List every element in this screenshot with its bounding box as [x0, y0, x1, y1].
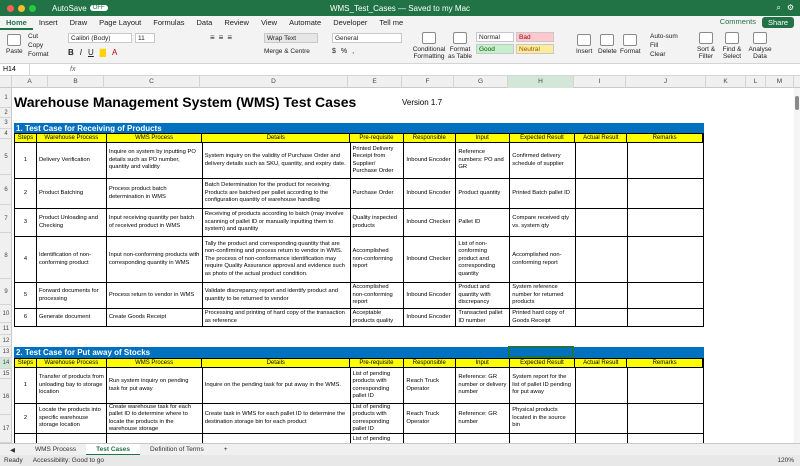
tab-formulas[interactable]: Formulas [153, 18, 185, 27]
ribbon [0, 30, 800, 64]
table-cell[interactable] [576, 237, 628, 282]
analyse-data-button[interactable]: Analyse Data [748, 32, 772, 60]
zoom-window-button[interactable] [29, 5, 36, 12]
document-title: WMS_Test_Cases — Saved to my Mac [329, 3, 471, 13]
zoom-level[interactable]: 120% [777, 457, 794, 464]
table-cell[interactable] [15, 434, 37, 443]
settings-icon[interactable]: ⚙ [786, 3, 794, 12]
header-cell: Details [202, 134, 350, 142]
table-cell[interactable] [37, 434, 107, 443]
tab-home[interactable]: Home [0, 16, 33, 30]
row-header[interactable]: 10 [0, 305, 12, 323]
status-ready: Ready [4, 457, 23, 464]
table-cell[interactable]: Inbound Encoder [404, 309, 456, 326]
table-row [14, 434, 704, 443]
table-cell[interactable]: Receiving of products according to batch (may involve scanning of pallet ID or manually inputting them to system) and quantity [203, 209, 351, 236]
header-cell: Remarks [627, 359, 703, 367]
table-cell[interactable] [628, 237, 704, 282]
table-icon [453, 32, 467, 44]
table-cell[interactable]: System report for the list of pallet ID pending for put away [510, 368, 576, 403]
row-header[interactable]: 11 [0, 323, 12, 335]
table-cell[interactable]: Reference: GR number [456, 404, 510, 433]
header-cell: Warehouse Process [37, 134, 107, 142]
table-cell[interactable]: 2 [15, 179, 37, 208]
fill-color-icon[interactable]: ▇ [99, 48, 106, 57]
tab-page-layout[interactable]: Page Layout [99, 18, 142, 27]
format-icon [623, 34, 637, 46]
table-cell[interactable]: Product quantity [456, 179, 510, 208]
analyse-icon [753, 32, 767, 44]
header-cell: WMS Process [107, 134, 203, 142]
table-cell[interactable]: Compare received qty vs. system qty [510, 209, 576, 236]
autosave-toggle[interactable] [52, 4, 108, 13]
header-cell: Responsible [404, 359, 456, 367]
table-cell[interactable]: 1 [15, 143, 37, 178]
tab-view[interactable]: View [260, 18, 278, 27]
fill-button[interactable]: Fill [650, 42, 659, 49]
format-painter-button[interactable]: Format [28, 51, 49, 58]
table-cell[interactable] [628, 309, 704, 326]
fx-icon[interactable]: fx [70, 66, 76, 73]
sheet-nav-left-icon[interactable]: ◀ [10, 446, 15, 454]
table-cell[interactable]: Printed Delivery Receipt from Supplier/ Purchase Order [351, 143, 405, 178]
tab-draw[interactable]: Draw [69, 18, 88, 27]
column-header[interactable]: D [200, 76, 348, 88]
vertical-scrollbar[interactable] [794, 88, 800, 443]
wrap-text-button[interactable]: Wrap Text [264, 33, 318, 43]
table-cell[interactable]: Acceptable products quality [351, 309, 405, 326]
scrollbar-thumb[interactable] [795, 96, 799, 110]
column-header[interactable]: I [574, 76, 626, 88]
percent-icon[interactable]: % [340, 48, 348, 55]
autosum-button[interactable]: Auto-sum [650, 33, 678, 40]
column-header[interactable]: F [402, 76, 454, 88]
table-cell[interactable]: Confirmed delivery schedule of supplier [510, 143, 576, 178]
tab-automate[interactable]: Automate [289, 18, 322, 27]
table-cell[interactable]: Reference numbers: PO and GR [456, 143, 510, 178]
row-header[interactable]: 4 [0, 129, 12, 139]
cut-button[interactable]: Cut [28, 33, 39, 40]
row-header[interactable]: 2 [0, 108, 12, 118]
bold-button[interactable]: B [68, 48, 74, 57]
column-header[interactable]: L [746, 76, 766, 88]
table-cell[interactable] [107, 434, 203, 443]
row-headers [0, 88, 12, 443]
row-header[interactable]: 9 [0, 279, 12, 305]
table-cell[interactable]: Process product batch determination in WMS [107, 179, 203, 208]
column-header[interactable]: H [508, 76, 574, 88]
sort-filter-button[interactable]: Sort & Filter [694, 32, 718, 60]
table-cell[interactable]: Inbound Encoder [404, 179, 456, 208]
format-cells-button[interactable]: Format [620, 34, 641, 55]
table-cell[interactable]: Run system inquiry on pending task for put away [107, 368, 203, 403]
table-cell[interactable] [576, 209, 628, 236]
find-icon [725, 32, 739, 44]
column-header[interactable]: A [12, 76, 48, 88]
header-cell: WMS Process [107, 359, 203, 367]
clear-button[interactable]: Clear [650, 51, 666, 58]
header-cell: Expected Result [510, 134, 576, 142]
header-cell: Details [202, 359, 350, 367]
ribbon-tabs [0, 16, 800, 30]
tab-data[interactable]: Data [196, 18, 213, 27]
title-bar [0, 0, 800, 16]
table-cell[interactable]: List of pending products with corresponding pallet ID [351, 368, 405, 403]
table-cell[interactable]: Process return to vendor in WMS [107, 283, 203, 308]
table-cell[interactable]: Printed hard copy of Goods Receipt [510, 309, 576, 326]
merge-centre-button[interactable]: Merge & Centre [264, 48, 310, 55]
sheet-tabs [0, 443, 800, 455]
table-cell[interactable]: System reference number for returned products [510, 283, 576, 308]
autosave-state: OFF [90, 5, 108, 11]
style-good[interactable]: Good [476, 44, 514, 54]
column-header[interactable]: G [454, 76, 508, 88]
table-cell[interactable]: Inbound Encoder [404, 283, 456, 308]
row-header[interactable]: 15 [0, 369, 12, 379]
header-cell: Responsible [404, 134, 456, 142]
table-cell[interactable]: Input non-conforming products with corresponding quantity in WMS [107, 237, 203, 282]
table-cell[interactable] [510, 434, 576, 443]
column-header[interactable]: C [104, 76, 200, 88]
conditional-formatting-icon [422, 32, 436, 44]
table-cell[interactable]: Delivery Verification [37, 143, 107, 178]
autosave-label: AutoSave [52, 3, 87, 13]
table-cell[interactable]: Create task in WMS for each pallet ID to determine the destination storage bin for each product [203, 404, 351, 433]
header-cell: Actual Result [575, 359, 627, 367]
table-cell[interactable] [404, 434, 456, 443]
table-cell[interactable] [576, 309, 628, 326]
table-cell[interactable]: Generate document [37, 309, 107, 326]
table-cell[interactable]: Reach Truck Operator [404, 368, 456, 403]
header-cell: Pre-requisite [350, 359, 404, 367]
window-controls [7, 5, 36, 12]
table-cell[interactable]: Batch Determination for the product for receiving. Products are batched per pallet according to the configuration quantity of warehouse handling [203, 179, 351, 208]
column-header[interactable]: B [48, 76, 104, 88]
table-header-row [14, 133, 704, 143]
tell-me-search[interactable]: Tell me [379, 18, 404, 27]
column-header[interactable]: J [626, 76, 706, 88]
column-header[interactable]: E [348, 76, 402, 88]
table-cell[interactable] [628, 143, 704, 178]
table-cell[interactable]: Input receiving quantity per batch of received product in WMS [107, 209, 203, 236]
table-cell[interactable]: List of pending products with corresponding pallet ID [351, 404, 405, 433]
header-cell: Remarks [627, 134, 703, 142]
currency-icon[interactable]: $ [332, 48, 336, 55]
table-cell[interactable]: Quality inspected products [351, 209, 405, 236]
table-row [14, 209, 704, 237]
style-normal[interactable]: Normal [476, 32, 514, 42]
row-header[interactable]: 5 [0, 139, 12, 175]
column-header[interactable]: M [766, 76, 794, 88]
row-header[interactable]: 13 [0, 347, 12, 358]
table-cell[interactable]: Identification of non-conforming product [37, 237, 107, 282]
align-top-icon[interactable]: ≡ [210, 33, 215, 42]
table-cell[interactable]: Transacted pallet ID number [456, 309, 510, 326]
name-box[interactable]: H14 [0, 64, 30, 76]
table-cell[interactable] [628, 209, 704, 236]
header-cell: Steps [15, 134, 37, 142]
table-cell[interactable]: 4 [15, 237, 37, 282]
header-cell: Pre-requisite [350, 134, 404, 142]
table-cell[interactable]: Transfer of products from unloading bay to storage location [37, 368, 107, 403]
minimize-window-button[interactable] [18, 5, 25, 12]
sheet-tab-test-cases[interactable]: Test Cases [86, 444, 140, 456]
row-header[interactable]: 16 [0, 379, 12, 415]
delete-icon [600, 34, 614, 46]
tab-developer[interactable]: Developer [333, 18, 368, 27]
table-cell[interactable]: 1 [15, 368, 37, 403]
table-cell[interactable]: System inquiry on the validity of Purchase Order and delivery details such as SKU, quantity, and expiry date. [203, 143, 351, 178]
table-cell[interactable] [628, 283, 704, 308]
header-cell: Actual Result [575, 134, 627, 142]
header-cell: Input [456, 134, 510, 142]
table-cell[interactable]: Accomplished non-conforming report [351, 237, 405, 282]
table-cell[interactable]: Reach Truck Operator [404, 404, 456, 433]
table-cell[interactable] [576, 179, 628, 208]
table-cell[interactable]: Forward documents for processing [37, 283, 107, 308]
table-row [14, 237, 704, 283]
table-cell[interactable]: Product Unloading and Checking [37, 209, 107, 236]
row-header[interactable]: 3 [0, 118, 12, 129]
align-middle-icon[interactable]: ≡ [218, 33, 224, 42]
table-cell[interactable]: Validate discrepancy report and identify product and quantity to be returned to vendor [203, 283, 351, 308]
table-row [14, 368, 704, 404]
sort-icon [699, 32, 713, 44]
table-cell[interactable]: Processing and printing of hard copy of the transaction as reference [203, 309, 351, 326]
select-all-corner[interactable] [0, 76, 12, 88]
table-cell[interactable]: Locate the products into specific warehouse storage location [37, 404, 107, 433]
header-cell: Steps [15, 359, 37, 367]
italic-button[interactable]: I [79, 48, 83, 57]
table-cell[interactable]: Inbound Encoder [404, 143, 456, 178]
table-cell[interactable]: Inbound Checker [404, 209, 456, 236]
worksheet-grid[interactable] [12, 88, 794, 443]
conditional-formatting-button[interactable]: Conditional Formatting [414, 32, 444, 60]
sheet-title: Warehouse Management System (WMS) Test Cases [14, 94, 357, 110]
number-format-select[interactable]: General [332, 33, 402, 43]
table-cell[interactable]: Create warehouse task for each pallet ID to determine where to locate the products in the warehouse storage [107, 404, 203, 433]
format-as-table-button[interactable]: Format as Table [446, 32, 474, 60]
header-cell: Expected Result [510, 359, 576, 367]
table-cell[interactable]: Product Batching [37, 179, 107, 208]
table-cell[interactable]: Pallet ID [456, 209, 510, 236]
table-cell[interactable] [576, 143, 628, 178]
insert-cells-button[interactable]: Insert [576, 34, 592, 55]
underline-button[interactable]: U [88, 48, 94, 57]
font-size-select[interactable]: 11 [135, 33, 155, 43]
align-bottom-icon[interactable]: ≡ [227, 33, 233, 42]
table-cell[interactable] [203, 434, 351, 443]
row-header[interactable]: 8 [0, 233, 12, 279]
insert-icon [577, 34, 591, 46]
table-cell[interactable]: Inbound Checker [404, 237, 456, 282]
share-button[interactable]: Share [762, 17, 794, 28]
table-cell[interactable] [628, 404, 704, 433]
row-header[interactable]: 7 [0, 205, 12, 233]
close-window-button[interactable] [7, 5, 14, 12]
row-header[interactable]: 1 [0, 88, 12, 108]
table-cell[interactable]: Inquire on system by inputting PO details such as PO number, quantity and validity [107, 143, 203, 178]
table-cell[interactable]: Inquire on the pending task for put away in the WMS. [203, 368, 351, 403]
table-cell[interactable]: Purchase Order [351, 179, 405, 208]
delete-cells-button[interactable]: Delete [598, 34, 617, 55]
paste-button[interactable]: Paste [6, 34, 23, 55]
table-cell[interactable] [456, 434, 510, 443]
row-header[interactable]: 17 [0, 415, 12, 443]
table-row [14, 404, 704, 434]
table-cell[interactable]: Create Goods Receipt [107, 309, 203, 326]
table-cell[interactable]: List of pending [351, 434, 405, 443]
table-row [14, 179, 704, 209]
table-cell[interactable]: 2 [15, 404, 37, 433]
table-cell[interactable]: Physical products located in the source bin [510, 404, 576, 433]
table-cell[interactable] [576, 368, 628, 403]
comments-button[interactable]: Comments [719, 17, 756, 26]
table-cell[interactable]: List of non-conforming product and corresponding quantity [456, 237, 510, 282]
comma-icon[interactable]: , [352, 48, 355, 55]
table-row [14, 283, 704, 309]
sheet-tab-wms-process[interactable]: WMS Process [35, 446, 77, 453]
find-select-button[interactable]: Find & Select [720, 32, 744, 60]
table-cell[interactable]: Accomplished non-conforming report [351, 283, 405, 308]
section-header: 2. Test Case for Put away of Stocks [14, 347, 704, 358]
formula-bar [0, 64, 800, 76]
accessibility-status[interactable]: Accessibility: Good to go [32, 457, 104, 464]
table-cell[interactable] [576, 283, 628, 308]
status-bar [0, 455, 800, 466]
section-header: 1. Test Case for Receiving of Products [14, 123, 704, 134]
style-bad[interactable]: Bad [516, 32, 554, 42]
table-cell[interactable]: 6 [15, 309, 37, 326]
table-row [14, 143, 704, 179]
font-select[interactable]: Calibri (Body) [68, 33, 132, 43]
alignment-icons [210, 33, 232, 42]
table-cell[interactable] [576, 404, 628, 433]
version-label: Version 1.7 [402, 98, 443, 107]
table-cell[interactable]: Reference: GR number or delivery number [456, 368, 510, 403]
tab-review[interactable]: Review [224, 18, 249, 27]
table-cell[interactable]: Product and quantity with discrepancy [456, 283, 510, 308]
clipboard-icon [7, 34, 21, 46]
row-header[interactable]: 6 [0, 175, 12, 205]
table-header-row [14, 358, 704, 368]
column-header[interactable]: K [706, 76, 746, 88]
header-cell: Warehouse Process [37, 359, 107, 367]
table-cell[interactable]: 3 [15, 209, 37, 236]
table-cell[interactable]: Tally the product and corresponding quantity that are non-confirming and process return to vendor in WMS. The process of non-conformance identification may require Quality Assurance approval and evidence such as photo of the actual product condition. [203, 237, 351, 282]
search-icon[interactable]: ⌕ [776, 3, 781, 12]
row-header[interactable]: 12 [0, 335, 12, 347]
add-sheet-icon[interactable]: + [223, 446, 228, 453]
selected-cell[interactable] [508, 346, 574, 358]
font-color-icon[interactable]: A [111, 48, 118, 57]
table-cell[interactable] [628, 368, 704, 403]
copy-button[interactable]: Copy [28, 42, 44, 49]
table-cell[interactable]: 5 [15, 283, 37, 308]
column-headers [0, 76, 800, 88]
row-header[interactable]: 14 [0, 358, 12, 369]
sheet-tab-definition-of-terms[interactable]: Definition of Terms [150, 446, 204, 453]
tab-insert[interactable]: Insert [38, 18, 58, 27]
header-cell: Input [456, 359, 510, 367]
table-cell[interactable]: Accomplished non-conforming report [510, 237, 576, 282]
table-cell[interactable] [628, 434, 704, 443]
table-cell[interactable] [576, 434, 628, 443]
table-cell[interactable]: Printed Batch pallet ID [510, 179, 576, 208]
style-neutral[interactable]: Neutral [516, 44, 554, 54]
table-cell[interactable] [628, 179, 704, 208]
table-row [14, 309, 704, 327]
